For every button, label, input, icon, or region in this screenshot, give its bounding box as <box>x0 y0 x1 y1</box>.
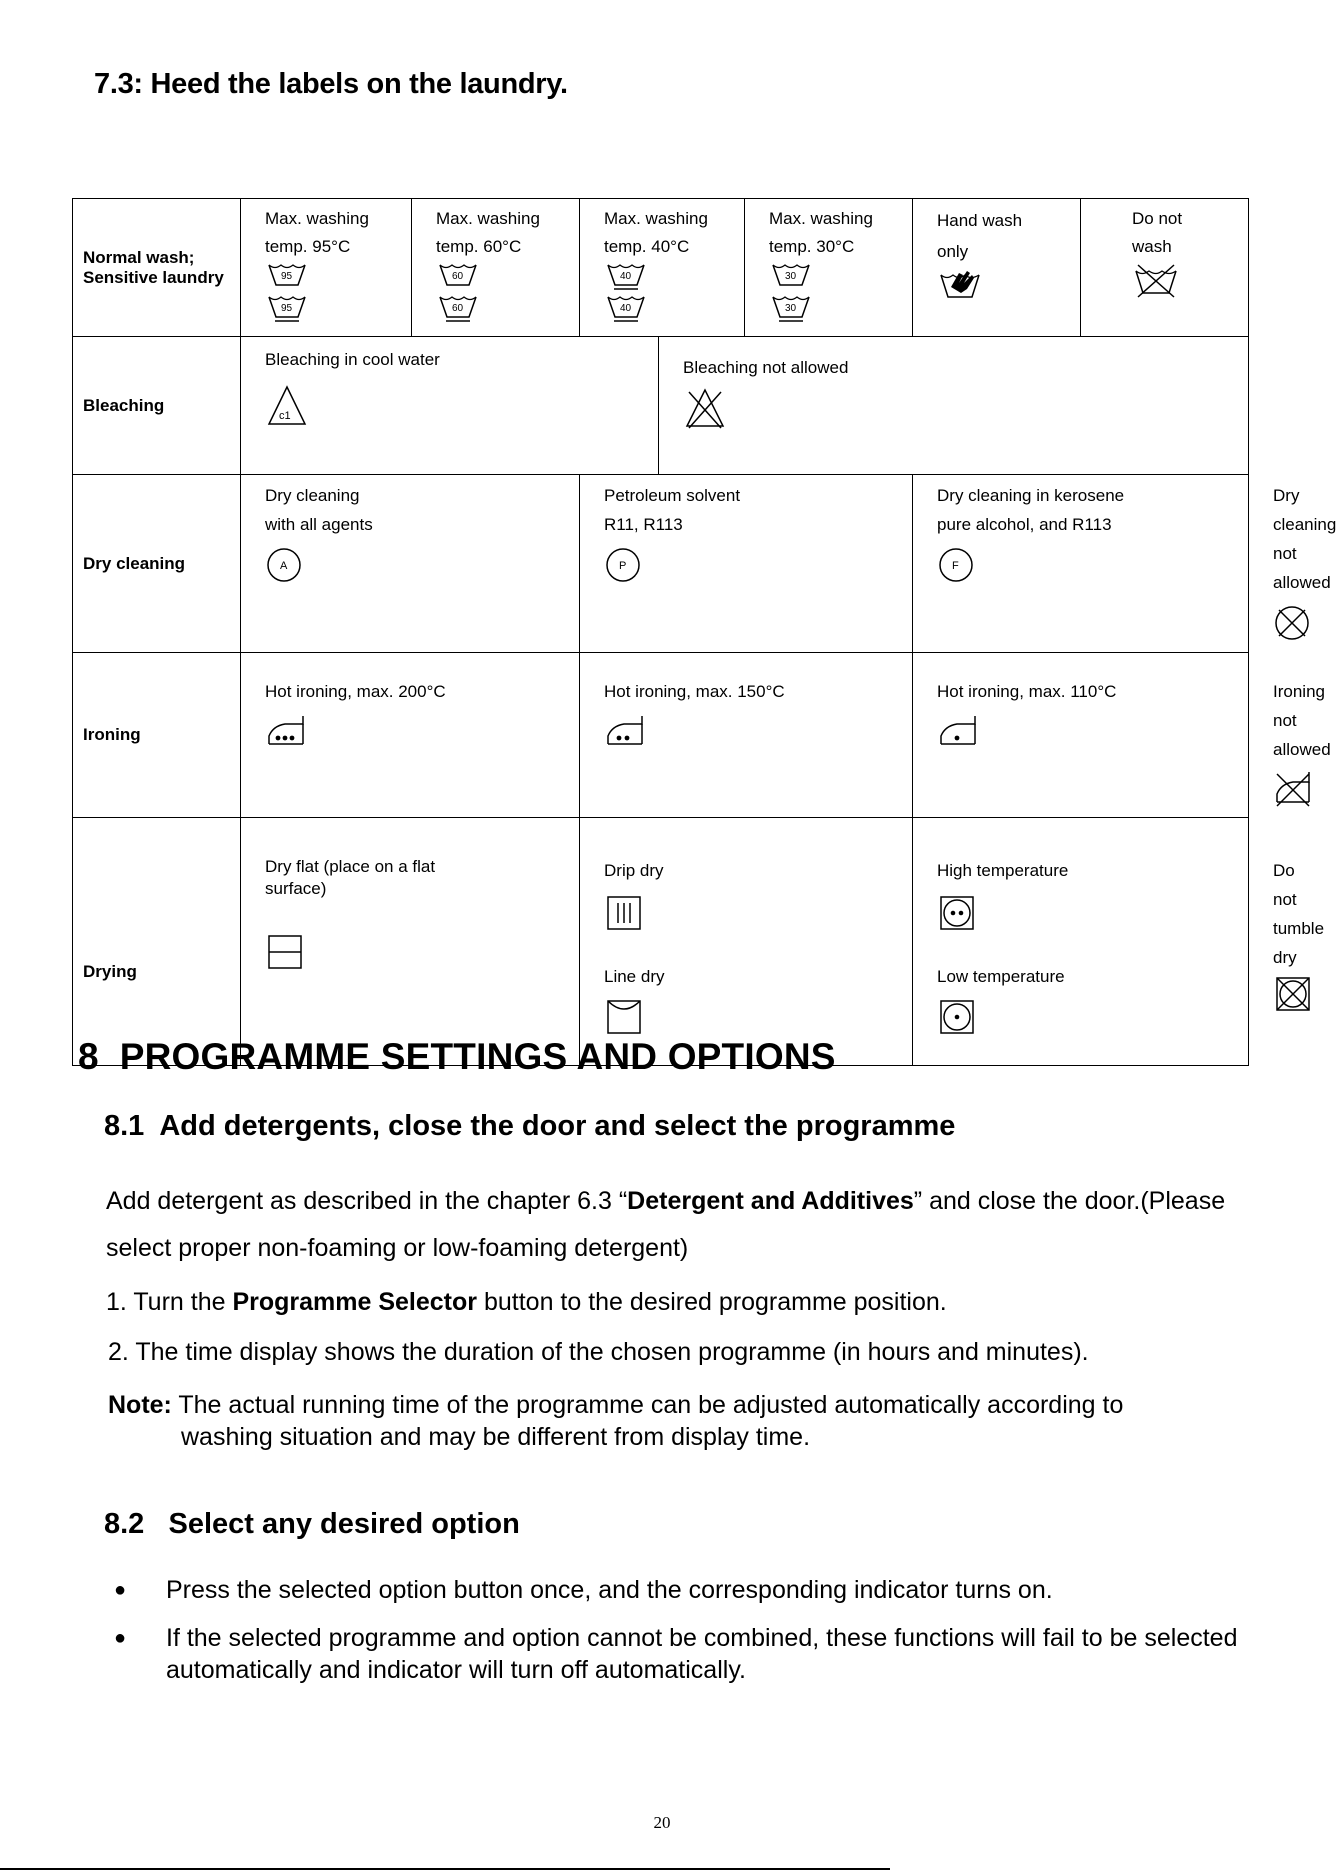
do-not-wash-cell <box>1081 199 1249 337</box>
dry-flat-label: Dry flat (place on a flat surface) <box>265 857 436 898</box>
hand-wash-label-1: Hand wash <box>937 211 1023 230</box>
no-bleach-icon <box>683 386 727 430</box>
bullet-icon: ● <box>114 1579 127 1601</box>
dc-all-agents-cell <box>241 475 580 653</box>
svg-text:95: 95 <box>281 303 293 314</box>
note-paragraph: Note: The actual running time of the programme can be adjusted automatically according to washing situation and may be different from display time. <box>108 1391 1124 1451</box>
wash-30-label-2: temp. 30°C <box>769 237 855 256</box>
dc-kerosene-cell <box>913 475 1249 653</box>
wash-30-cell <box>745 199 913 337</box>
svg-text:60: 60 <box>452 271 464 282</box>
dc-all-agents-label-2: with all agents <box>265 515 373 534</box>
dc-all-agents-label-1: Dry cleaning <box>265 486 360 505</box>
wash-95-label-1: Max. washing <box>265 209 369 228</box>
no-iron-icon <box>1273 768 1315 808</box>
iron-200-cell <box>241 653 580 818</box>
section-8-heading: 8 PROGRAMME SETTINGS AND OPTIONS <box>78 1036 836 1077</box>
dry-flat-icon <box>265 932 305 972</box>
wash-category-label: Normal wash; Sensitive laundry <box>73 199 241 337</box>
wash-tub-30-icon <box>769 261 811 325</box>
drying-category-label: Drying <box>73 818 241 1066</box>
iron-110-cell <box>913 653 1249 818</box>
wash-tub-60-icon <box>436 261 478 325</box>
wash-95-label-2: temp. 95°C <box>265 237 351 256</box>
detergent-paragraph: Add detergent as described in the chapter 6.3 “Detergent and Additives” and close the door.(Please select proper non-foaming or low-foaming detergent) <box>106 1187 1226 1262</box>
wash-row <box>73 199 1249 337</box>
wash-40-cell <box>580 199 745 337</box>
do-not-wash-label-1: Do not <box>1132 209 1183 228</box>
tumble-dry-low-icon <box>937 997 977 1039</box>
bleach-cool-cell <box>241 337 659 475</box>
bleach-not-allowed-cell <box>659 337 1249 475</box>
svg-text:F: F <box>952 560 959 572</box>
wash-40-label-2: temp. 40°C <box>604 237 690 256</box>
dc-petroleum-label-2: R11, R113 <box>604 515 683 534</box>
bullet-item-1: ● Press the selected option button once, and the corresponding indicator turns on. <box>114 1576 1053 1604</box>
note-label: Note: <box>108 1391 172 1419</box>
tumble-dry-high-icon <box>937 893 977 935</box>
section-8-2-heading: 8.2 Select any desired option <box>104 1508 520 1540</box>
high-temp-label: High temperature <box>937 861 1069 880</box>
svg-text:40: 40 <box>620 303 632 314</box>
hand-wash-label-2: only <box>937 242 969 261</box>
ironing-category-label: Ironing <box>73 653 241 818</box>
iron-110-label: Hot ironing, max. 110°C <box>937 682 1117 701</box>
dry-flat-cell <box>241 818 580 1066</box>
svg-text:95: 95 <box>281 271 293 282</box>
svg-text:30: 30 <box>785 303 797 314</box>
wash-tub-40-icon <box>604 261 646 325</box>
section-8-1-heading: 8.1 Add detergents, close the door and select the programme <box>104 1110 956 1142</box>
low-temp-label: Low temperature <box>937 967 1065 986</box>
dry-cleaning-row: Dry cleaning Dry cleaning with all agents A Petroleum solvent R11, R113 P Dry cleaning in kerosene pure alcohol, and R113 F Dry cleaning not allowed <box>73 475 1249 653</box>
bleaching-row <box>73 337 1249 475</box>
step-1: 1. Turn the Programme Selector button to the desired programme position. <box>106 1288 947 1316</box>
wash-30-label-1: Max. washing <box>769 209 873 228</box>
drip-line-dry-cell <box>580 818 913 1066</box>
dc-kerosene-label-2: pure alcohol, and R113 <box>937 515 1112 534</box>
svg-text:P: P <box>619 560 627 572</box>
do-not-wash-icon <box>1132 261 1180 301</box>
svg-text:30: 30 <box>785 271 797 282</box>
dry-cleaning-category-label: Dry cleaning <box>73 475 241 653</box>
wash-60-label-2: temp. 60°C <box>436 237 522 256</box>
wash-tub-95-icon <box>265 261 307 325</box>
bleach-cool-label: Bleaching in cool water <box>265 350 440 369</box>
iron-150-label: Hot ironing, max. 150°C <box>604 682 785 701</box>
page-number: 20 <box>653 1813 671 1832</box>
bleaching-category-label: Bleaching <box>73 337 241 475</box>
care-labels-table <box>72 198 1336 1066</box>
dry-clean-f-icon <box>937 545 977 585</box>
drying-row: Drying Dry flat (place on a flat surface) Drip dry Line dry High temperature Low temperature Do not tumble dry <box>73 818 1249 1066</box>
bullet-item-2: ● If the selected programme and option cannot be combined, these functions will fail to be selected automatically and indicator will turn off automatically. <box>114 1624 1238 1684</box>
hand-wash-icon <box>937 267 983 301</box>
drip-dry-icon <box>604 893 644 935</box>
iron-150-cell <box>580 653 913 818</box>
svg-text:A: A <box>280 560 288 572</box>
wash-60-label-1: Max. washing <box>436 209 540 228</box>
line-dry-icon <box>604 997 644 1039</box>
no-dry-clean-icon <box>1273 603 1313 643</box>
ironing-row: Ironing Hot ironing, max. 200°C Hot ironing, max. 150°C Hot ironing, max. 110°C Ironing not allowed <box>73 653 1249 818</box>
dc-petroleum-label-1: Petroleum solvent <box>604 486 741 505</box>
iron-two-dots-icon <box>604 712 646 750</box>
iron-one-dot-icon <box>937 712 979 750</box>
programme-selector-term: Programme Selector <box>232 1288 478 1316</box>
iron-200-label: Hot ironing, max. 200°C <box>265 682 446 701</box>
dry-clean-p-icon <box>604 545 644 585</box>
hand-wash-cell <box>913 199 1081 337</box>
bottom-rule <box>0 1868 890 1870</box>
section-7-3-heading: 7.3: Heed the labels on the laundry. <box>94 68 568 100</box>
iron-three-dots-icon <box>265 712 307 750</box>
svg-text:60: 60 <box>452 303 464 314</box>
detergent-chapter-ref: Detergent and Additives <box>627 1187 914 1215</box>
wash-40-label-1: Max. washing <box>604 209 708 228</box>
wash-60-cell <box>412 199 580 337</box>
step-2: 2. The time display shows the duration of the chosen programme (in hours and minutes). <box>108 1338 1089 1366</box>
svg-text:40: 40 <box>620 271 632 282</box>
svg-text:c1: c1 <box>279 410 291 422</box>
wash-95-cell <box>241 199 412 337</box>
dc-petroleum-cell <box>580 475 913 653</box>
bullet-icon: ● <box>114 1627 127 1649</box>
no-tumble-dry-icon <box>1273 974 1315 1016</box>
drip-dry-label: Drip dry <box>604 861 664 880</box>
do-not-wash-label-2: wash <box>1132 237 1172 256</box>
bleach-not-allowed-label: Bleaching not allowed <box>683 358 849 377</box>
tumble-dry-cell <box>913 818 1249 1066</box>
line-dry-label: Line dry <box>604 967 665 986</box>
bleach-triangle-icon <box>265 384 309 428</box>
dc-kerosene-label-1: Dry cleaning in kerosene <box>937 486 1125 505</box>
dry-clean-a-icon <box>265 545 305 585</box>
